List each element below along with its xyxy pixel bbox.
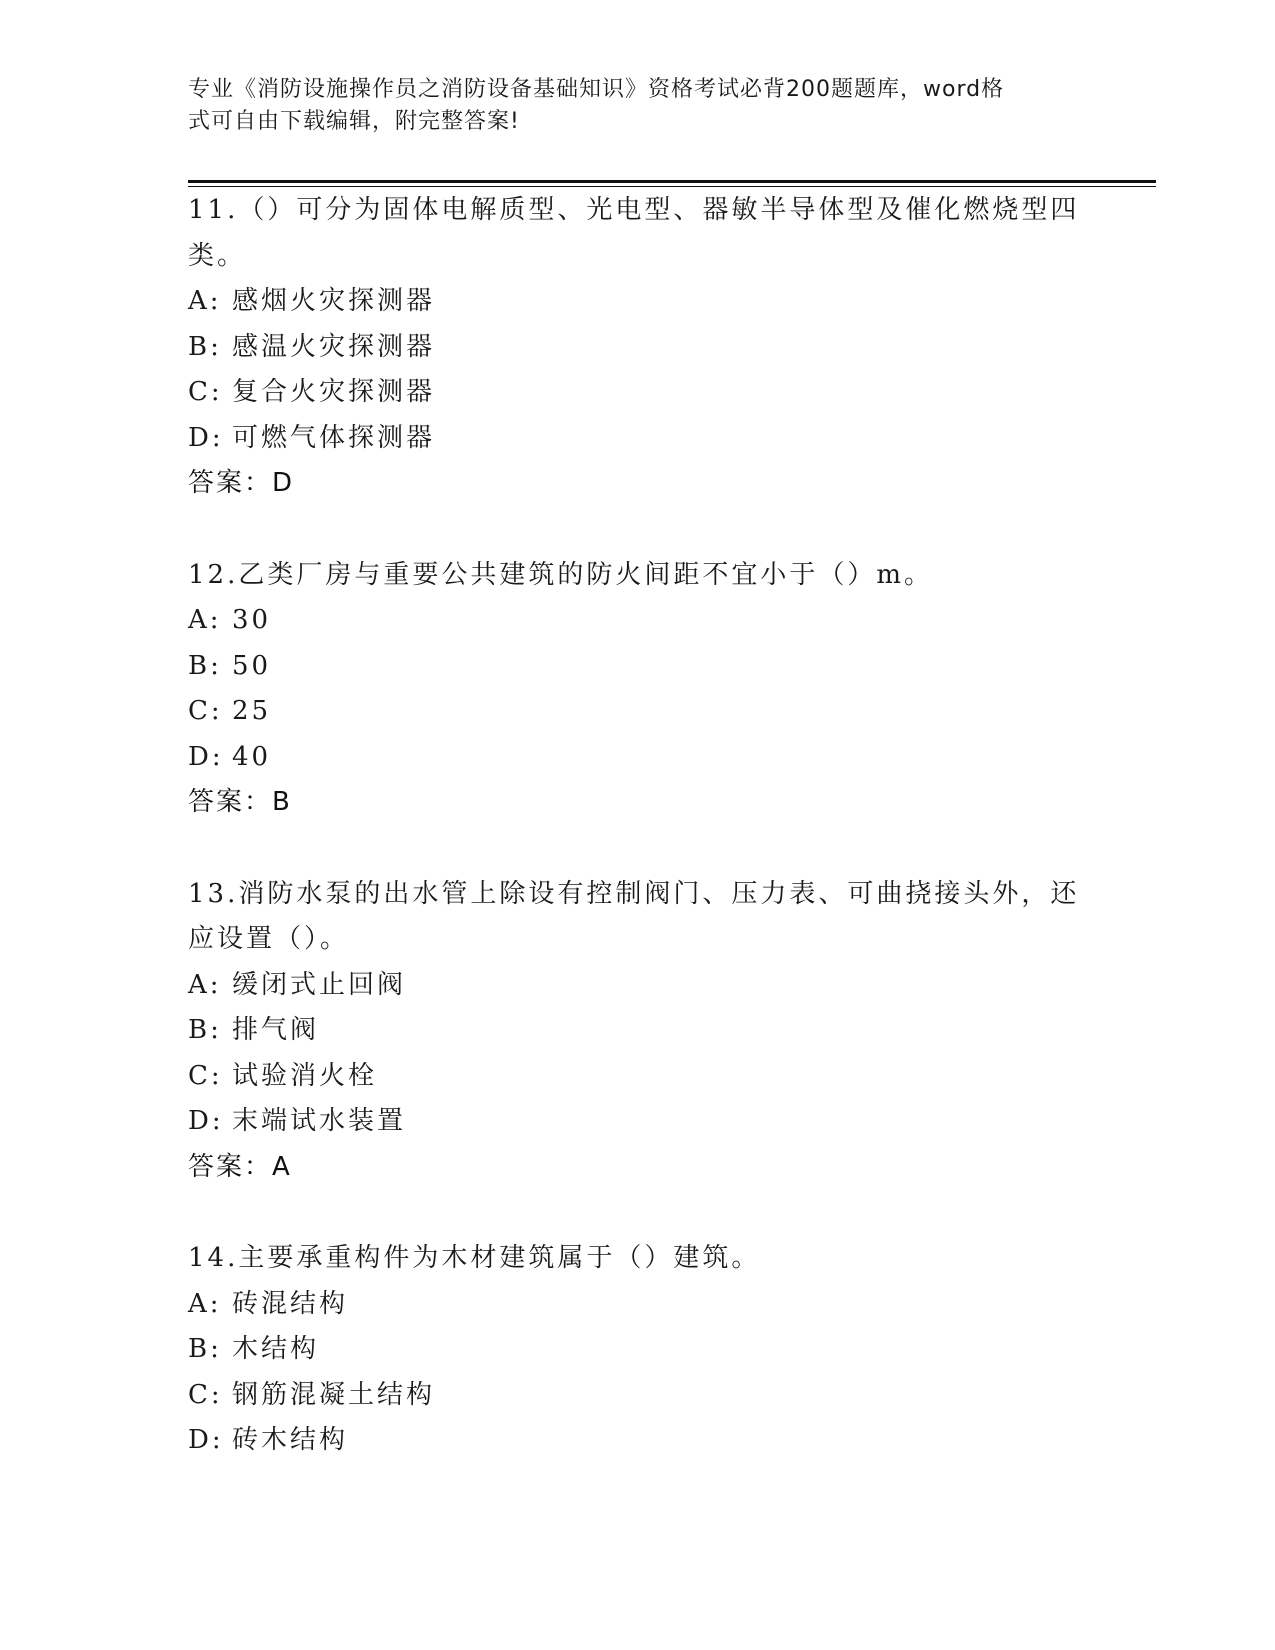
option-label: D: xyxy=(188,741,224,772)
option-text: 砖混结构 xyxy=(232,1288,349,1319)
option-label: B: xyxy=(188,1334,222,1364)
question-list xyxy=(188,188,1088,1464)
option-b xyxy=(188,1327,1088,1373)
option-label: A: xyxy=(188,286,222,316)
option-text: 木结构 xyxy=(232,1334,320,1364)
question-stem xyxy=(188,1236,1088,1282)
option-label: D: xyxy=(188,1106,224,1136)
option-label: C: xyxy=(188,696,223,726)
question-14 xyxy=(188,1236,1088,1464)
option-text: 30 xyxy=(232,605,272,635)
answer-line: 答案：D xyxy=(188,468,295,498)
option-label: D: xyxy=(188,1425,224,1455)
option-text: 50 xyxy=(232,650,272,681)
option-b xyxy=(188,325,1088,371)
option-label: B: xyxy=(188,1015,222,1045)
option-d xyxy=(188,1099,1088,1145)
option-text: 砖木结构 xyxy=(232,1425,349,1455)
option-label: A: xyxy=(188,1288,222,1319)
option-d xyxy=(188,1418,1088,1464)
question-stem xyxy=(188,872,1088,963)
option-text: 排气阀 xyxy=(232,1015,320,1045)
option-label: C: xyxy=(188,1060,223,1091)
option-text: 复合火灾探测器 xyxy=(232,377,436,407)
header-divider-thin xyxy=(188,186,1156,187)
header-line-1: 专业《消防设施操作员之消防设备基础知识》资格考试必背200题题库，word格 xyxy=(188,77,1005,102)
option-text: 可燃气体探测器 xyxy=(232,422,436,453)
header-line-2: 式可自由下载编辑，附完整答案! xyxy=(188,109,520,134)
option-c xyxy=(188,689,1088,735)
option-label: A: xyxy=(188,969,222,1000)
option-text: 40 xyxy=(232,741,272,772)
option-b xyxy=(188,1008,1088,1054)
answer-line: 答案：B xyxy=(188,787,292,817)
option-text: 钢筋混凝土结构 xyxy=(232,1379,436,1410)
option-c xyxy=(188,370,1088,416)
option-text: 试验消火栓 xyxy=(232,1060,378,1091)
answer-line: 答案：A xyxy=(188,1151,292,1182)
option-label: B: xyxy=(188,650,222,681)
option-text: 感温火灾探测器 xyxy=(232,331,436,362)
option-d xyxy=(188,416,1088,462)
option-a xyxy=(188,598,1088,644)
option-text: 感烟火灾探测器 xyxy=(232,286,436,316)
option-c xyxy=(188,1373,1088,1419)
question-stem-line-1: 14.主要承重构件为木材建筑属于（）建筑。 xyxy=(188,1243,761,1273)
option-a xyxy=(188,279,1088,325)
option-label: C: xyxy=(188,1379,223,1410)
question-stem xyxy=(188,553,1088,599)
question-stem xyxy=(188,188,1088,279)
question-stem-line-2: 应设置（）。 xyxy=(188,924,350,954)
option-a xyxy=(188,963,1088,1009)
option-text: 末端试水装置 xyxy=(232,1106,407,1136)
option-c xyxy=(188,1054,1088,1100)
option-label: A: xyxy=(188,605,222,635)
question-12 xyxy=(188,553,1088,826)
question-stem-line-1: 13.消防水泵的出水管上除设有控制阀门、压力表、可曲挠接头外，还 xyxy=(188,878,1080,909)
question-13 xyxy=(188,872,1088,1191)
option-text: 缓闭式止回阀 xyxy=(232,969,407,1000)
option-a xyxy=(188,1282,1088,1328)
question-11 xyxy=(188,188,1088,507)
question-stem-line-1: 12.乙类厂房与重要公共建筑的防火间距不宜小于（）m。 xyxy=(188,559,934,590)
header-divider-thick xyxy=(188,180,1156,183)
document-header-note xyxy=(188,74,1068,138)
option-text: 25 xyxy=(232,696,272,726)
option-label: C: xyxy=(188,377,223,407)
option-label: D: xyxy=(188,422,224,453)
option-b xyxy=(188,644,1088,690)
question-stem-line-1: 11.（）可分为固体电解质型、光电型、器敏半导体型及催化燃烧型四 xyxy=(188,195,1080,225)
option-label: B: xyxy=(188,331,222,362)
option-d xyxy=(188,735,1088,781)
question-stem-line-2: 类。 xyxy=(188,240,247,271)
